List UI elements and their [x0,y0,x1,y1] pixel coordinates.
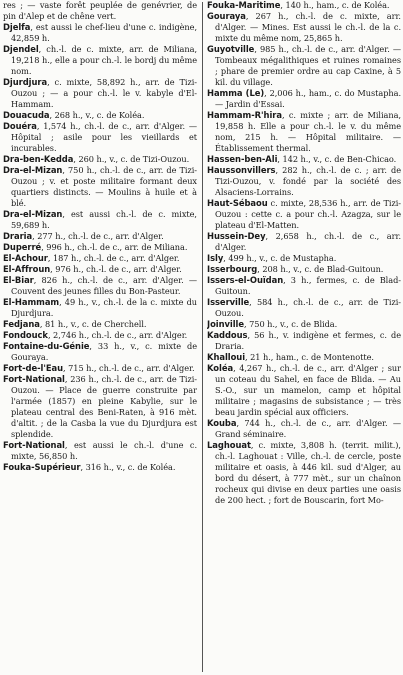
entry-text: , 140 h., ham., c. de Koléa. [280,0,390,10]
gazetteer-entry [207,275,401,297]
gazetteer-entry [207,330,401,352]
entry-headword: Fort-National [3,374,65,384]
entry-headword: El-Affroun [3,264,51,274]
gazetteer-entry [207,165,401,198]
gazetteer-entry [207,0,401,11]
entry-text: , c. mixte, 58,892 h., arr. de Tizi-Ouzou ; — a pour ch.-l. le v. kabyle d'El-Hammam. [11,77,197,109]
gazetteer-entry [3,341,197,363]
entry-headword: Joinville [207,319,245,329]
entry-text: , 56 h., v. indigène et fermes, c. de Draria. [215,330,401,351]
entry-text: , 277 h., ch.-l. de c., arr. d'Alger. [32,231,164,241]
gazetteer-entry [3,231,197,242]
entry-headword: Koléa [207,363,234,373]
entry-headword: Fouka-Maritime [207,0,281,10]
entry-headword: Haussonvillers [207,165,276,175]
gazetteer-entry [207,110,401,154]
gazetteer-entry [207,264,401,275]
left-column [3,0,197,675]
entry-text: , 33 h., v., c. mixte de Gouraya. [11,341,197,362]
entry-text: , ch.-l. de c. mixte, arr. de Miliana, 19,218 h., elle a pour ch.-l. le bordj du même nom. [11,44,197,76]
entry-text: , 236 h., ch.-l. de c., arr. de Tizi-Ouzou. — Place de guerre construite par l'armée (1857) en pleine Kabylie, sur le plateau central des Beni-Raten, à 916 mèt. d'altit. ; de la Casba la vue du Djurdjura est splendide. [11,374,197,439]
entry-headword: El-Biar [3,275,34,285]
entry-text: , 750 h., v., c. de Blida. [244,319,338,329]
gazetteer-entry [3,77,197,110]
entry-text: , 826 h., ch.-l. de c., arr. d'Alger. — Couvent des jeunes filles du Bon-Pasteur. [11,275,197,296]
gazetteer-entry [207,418,401,440]
entry-headword: Fort-National [3,440,65,450]
gazetteer-entry [3,154,197,165]
entry-text: , 2,658 h., ch.-l. de c., arr. d'Alger. [215,231,401,252]
entry-text: , 187 h., ch.-l. de c., arr. d'Alger. [47,253,180,263]
entry-headword: Kaddous [207,330,248,340]
gazetteer-entry [207,198,401,231]
entry-headword: Isserbourg [207,264,258,274]
entry-text: , 584 h., ch.-l. de c., arr. de Tizi-Ouzou. [215,297,401,318]
gazetteer-entry [207,11,401,44]
entry-text: , 49 h., v., ch.-l. de la c. mixte du Djurdjura. [11,297,197,318]
gazetteer-entry [207,253,401,264]
entry-headword: Kouba [207,418,237,428]
entry-text: , 282 h., ch.-l. de c. ; arr. de Tizi-Ouzou, v. fondé par la société des Alsaciens-Lorrains. [215,165,401,197]
entry-text: , 260 h., v., c. de Tizi-Ouzou. [73,154,190,164]
gazetteer-entry [207,319,401,330]
entry-headword: El-Achour [3,253,48,263]
entry-text: , 2,006 h., ham., c. do Mustapha. — Jardin d'Essai. [215,88,401,109]
entry-text: , 3 h., fermes, c. de Blad-Guitoun. [215,275,401,296]
entry-headword: Isly [207,253,224,263]
gazetteer-entry [3,165,197,209]
entry-headword: Hamma (Le) [207,88,265,98]
entry-text: , est aussi le chef-lieu d'une c. indigène, 42,859 h. [11,22,197,43]
entry-text: , 81 h., v., c. de Cherchell. [39,319,147,329]
gazetteer-entry [3,374,197,440]
entry-text: , 142 h., v., c. de Ben-Chicao. [277,154,397,164]
entry-headword: Fouka-Supérieur [3,462,81,472]
column-divider [202,2,203,672]
entry-text: , 316 h., v., c. de Koléa. [80,462,176,472]
gazetteer-entry [3,363,197,374]
gazetteer-entry [207,88,401,110]
gazetteer-entry [3,462,197,473]
entry-headword: Djendel [3,44,39,54]
entry-text: c. mixte, 28,536 h., arr. de Tizi-Ouzou : cette c. a pour ch.-l. Azagza, sur le plateau d'El-Matten. [215,198,401,230]
entry-text: res ; — vaste forêt peuplée de genévrier, de pin d'Alep et de chêne vert. [3,0,197,21]
gazetteer-entry [3,275,197,297]
entry-headword: Draria [3,231,33,241]
entry-headword: Laghouat [207,440,251,450]
entry-headword: Dra-ben-Kedda [3,154,74,164]
entry-text: , 499 h., v., c. de Mustapha. [223,253,337,263]
entry-headword: Haut-Sébaou [207,198,268,208]
entry-headword: Hassen-ben-Ali [207,154,278,164]
entry-text: , 750 h., ch.-l. de c., arr. de Tizi-Ouzou ; v. et poste militaire formant deux quartiers distincts. — Moulins à huile et à blé. [11,165,197,208]
entry-text: , 208 h., v., c. de Blad-Guitoun. [257,264,384,274]
gazetteer-entry [3,330,197,341]
gazetteer-entry [3,440,197,462]
entry-headword: Gouraya [207,11,246,21]
entry-text: , 976 h., ch.-l. de c., arr. d'Alger. [50,264,182,274]
gazetteer-entry [207,352,401,363]
entry-headword: Douéra [3,121,37,131]
entry-text: , c. mixte, 3,808 h. (territ. milit.), ch.-l. Laghouat : Ville, ch.-l. de cercle, poste militaire et oasis, à 446 kil. sud d'Alger, au bord du désert, à 777 mèt., sur un chaînon rocheux qui divise en deux parties une oasis de 200 hect. ; fort de Bouscarin, fort Mo- [215,440,401,505]
gazetteer-entry [207,231,401,253]
entry-text: , 4,267 h., ch.-l. de c., arr. d'Alger ; sur un coteau du Sahel, en face de Blida. — Au S.-O., sur un mamelon, camp et hôpital militaire ; magasins de subsistance ; — très beau jardin spécial aux officiers. [215,363,401,417]
gazetteer-entry [3,44,197,77]
gazetteer-entry [3,22,197,44]
gazetteer-entry [207,440,401,506]
gazetteer-entry [3,319,197,330]
gazetteer-entry [3,253,197,264]
entry-headword: Issers-el-Ouïdan [207,275,284,285]
entry-text: , 268 h., v., c. de Koléa. [49,110,145,120]
entry-headword: Douacuda [3,110,50,120]
entry-headword: Dra-el-Mizan [3,209,63,219]
entry-text: , 267 h., ch.-l. de c. mixte, arr. d'Alger. — Mines. Est aussi le ch.-l. de la c. mixte du même nom, 25,865 h. [215,11,401,43]
gazetteer-entry [3,110,197,121]
gazetteer-entry [207,363,401,418]
entry-text: , est aussi le ch.-l. d'une c. mixte, 56,850 h. [11,440,197,461]
entry-headword: Fondouck [3,330,48,340]
gazetteer-entry [207,154,401,165]
entry-headword: Djurdjura [3,77,48,87]
gazetteer-entry [3,297,197,319]
entry-headword: Duperré [3,242,42,252]
entry-headword: Isserville [207,297,250,307]
entry-text: , 996 h., ch.-l. de c., arr. de Miliana. [41,242,188,252]
entry-text: , c. mixte ; arr. de Miliana, 19,858 h. Elle a pour ch.-l. le v. du même nom, 215 h. — Hôpital militaire. — Établissement thermal. [215,110,401,153]
gazetteer-entry [3,242,197,253]
entry-headword: Guyotville [207,44,255,54]
gazetteer-entry [3,0,197,22]
entry-headword: Dra-el-Mizan [3,165,63,175]
right-column [207,0,401,675]
entry-text: , 985 h., ch.-l. de c., arr. d'Alger. — Tombeaux mégalithiques et ruines romaines ; phare de premier ordre au cap Caxine, à 5 kil. du village. [215,44,401,87]
gazetteer-entry [3,209,197,231]
entry-text: , 744 h., ch.-l. de c., arr. d'Alger. — Grand séminaire. [215,418,401,439]
entry-headword: Hammam-R'hira [207,110,282,120]
entry-headword: Khalloui [207,352,246,362]
entry-headword: Fort-de-l'Eau [3,363,64,373]
entry-headword: Fontaine-du-Génie [3,341,90,351]
entry-text: , 2,746 h., ch.-l. de c., arr. d'Alger. [47,330,188,340]
entry-text: , est aussi ch.-l. de c. mixte, 59,689 h. [11,209,197,230]
gazetteer-entry [3,264,197,275]
entry-headword: El-Hammam [3,297,60,307]
entry-headword: Fedjana [3,319,40,329]
entry-text: , 1,574 h., ch.-l. de c., arr. d'Alger. — Hôpital ; asile pour les vieillards et incurables. [11,121,197,153]
gazetteer-entry [3,121,197,154]
entry-text: , 715 h., ch.-l. de c., arr. d'Alger. [63,363,195,373]
entry-headword: Djelfa [3,22,31,32]
gazetteer-entry [207,44,401,88]
gazetteer-entry [207,297,401,319]
entry-headword: Hussein-Dey [207,231,266,241]
entry-text: , 21 h., ham., c. de Montenotte. [245,352,374,362]
